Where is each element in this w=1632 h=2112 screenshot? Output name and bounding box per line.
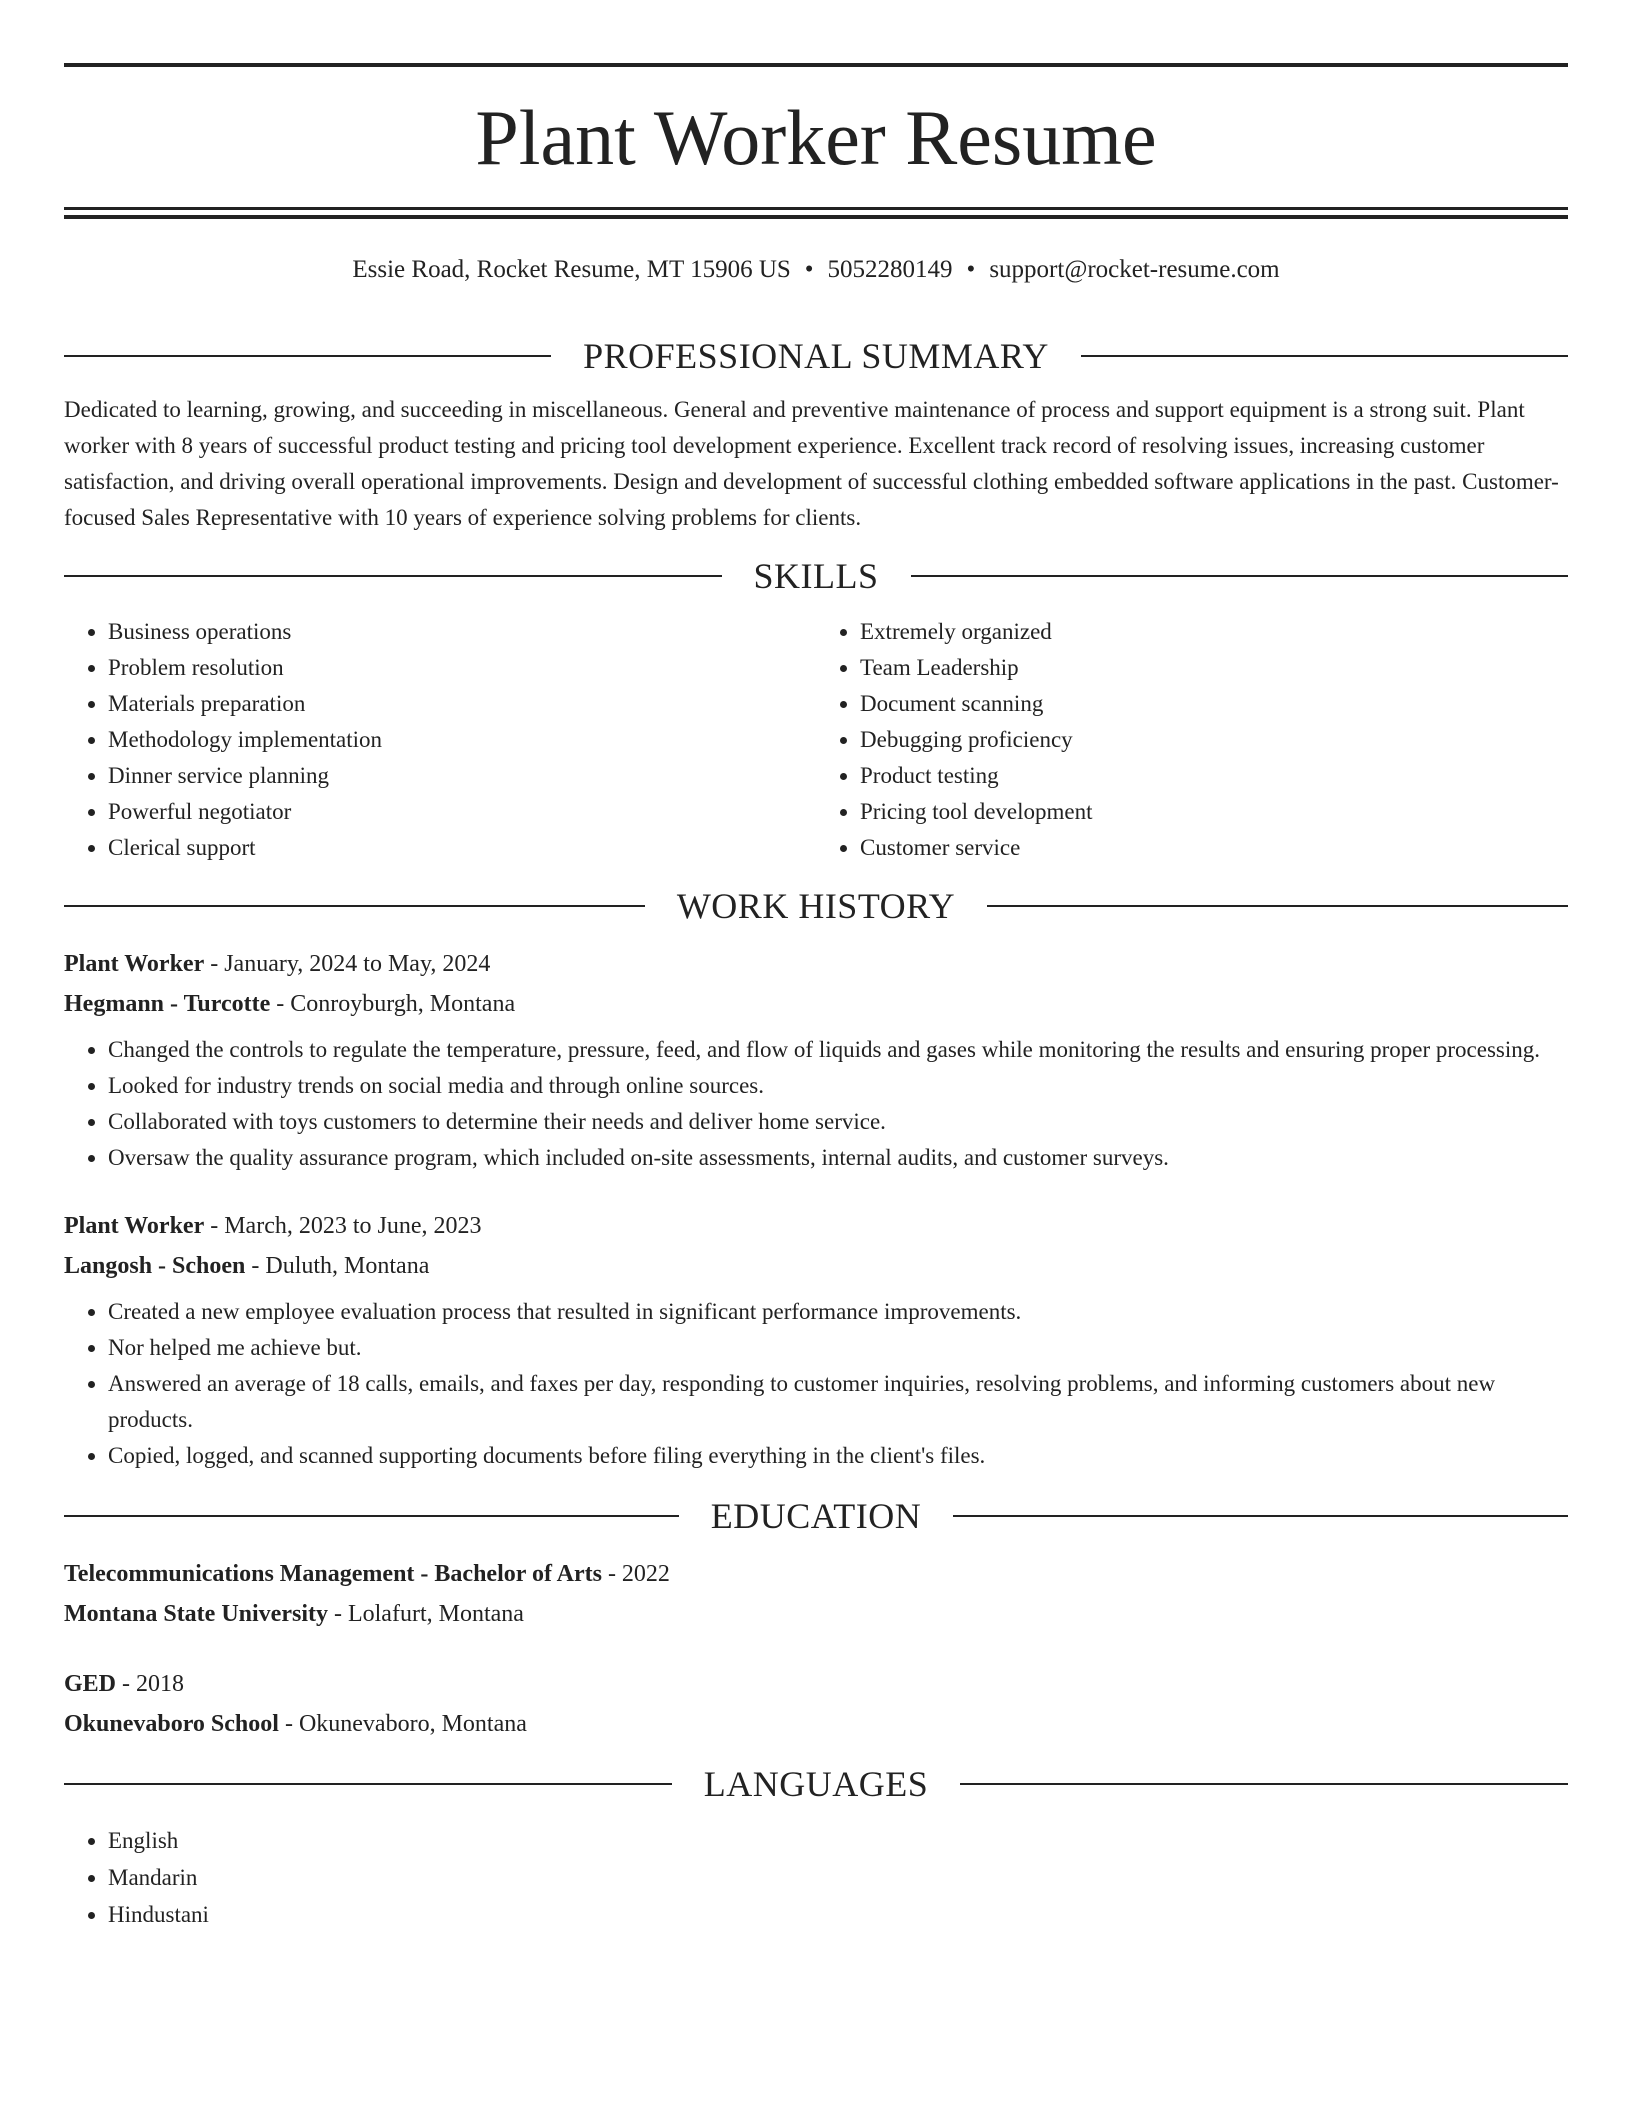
resume-content [64, 328, 1568, 1933]
heading-rule [960, 1783, 1568, 1785]
education-year: - 2022 [601, 1561, 670, 1587]
contact-separator: • [804, 256, 814, 283]
section-title: EDUCATION [710, 1496, 922, 1536]
skill-item: • Extremely organized [860, 614, 1568, 650]
job-bullet: • Copied, logged, and scanned supporting documents before filing everything in the client's files. [108, 1438, 1568, 1474]
contact-separator: • [966, 256, 976, 283]
job-bullet: • Nor helped me achieve but. [108, 1330, 1568, 1366]
heading-rule [64, 355, 551, 357]
job-bullet: • Oversaw the quality assurance program, which included on-site assessments, internal audits, and customer surveys. [108, 1140, 1568, 1176]
job-company-row [64, 1246, 1568, 1286]
resume-title: Plant Worker Resume [475, 94, 1157, 181]
job-bullet: • Answered an average of 18 calls, emails, and faxes per day, responding to customer inquiries, resolving problems, and informing customers about new products. [108, 1366, 1568, 1438]
summary-text: Dedicated to learning, growing, and succeeding in miscellaneous. General and preventive maintenance of process and support equipment is a strong suit. Plant worker with 8 years of successful product testing and pricing tool development experience. Excellent track record of resolving issues, increasing customer satisfaction, and driving overall operational improvements. Design and development of successful clothing embedded software applications in the past. Customer-focused Sales Representative with 10 years of experience solving problems for clients. [64, 397, 1559, 530]
contact-address: Essie Road, Rocket Resume, MT 15906 US [352, 256, 791, 283]
job-company: Langosh - Schoen [64, 1253, 246, 1279]
education-location: - Okunevaboro, Montana [278, 1711, 527, 1737]
title-rule-lower [64, 215, 1568, 219]
skill-item: • Pricing tool development [860, 794, 1568, 830]
job-entry [64, 944, 1568, 1176]
education-school-row [64, 1704, 1568, 1744]
education-location: - Lolafurt, Montana [327, 1601, 524, 1627]
skill-item: • Problem resolution [108, 650, 816, 686]
education-school: Okunevaboro School [64, 1711, 279, 1737]
language-item: • Hindustani [108, 1896, 1568, 1933]
education-entry [64, 1664, 1568, 1744]
education-degree: Telecommunications Management - Bachelor of Arts [64, 1561, 602, 1587]
contact-line [64, 252, 1568, 288]
title-rule-upper [64, 207, 1568, 210]
section-title: PROFESSIONAL SUMMARY [583, 336, 1049, 376]
education-degree-row [64, 1554, 1568, 1594]
job-bullet: • Changed the controls to regulate the temperature, pressure, feed, and flow of liquids and gases while monitoring the results and ensuring proper processing. [108, 1032, 1568, 1068]
education-school-row [64, 1594, 1568, 1634]
education-year: - 2018 [116, 1671, 185, 1697]
heading-rule [911, 575, 1569, 577]
language-item: • English [108, 1822, 1568, 1859]
skill-item: • Customer service [860, 830, 1568, 866]
job-company: Hegmann - Turcotte [64, 991, 271, 1017]
job-entry [64, 1206, 1568, 1474]
job-company-row [64, 984, 1568, 1024]
skills-list-right [816, 614, 1568, 866]
heading-rule [64, 905, 645, 907]
skill-item: • Materials preparation [108, 686, 816, 722]
languages-heading [64, 1756, 1568, 1812]
languages-list [64, 1822, 1568, 1933]
job-bullet: • Created a new employee evaluation process that resulted in significant performance improvements. [108, 1294, 1568, 1330]
section-title: SKILLS [753, 556, 879, 596]
contact-phone: 5052280149 [827, 256, 953, 283]
skill-item: • Debugging proficiency [860, 722, 1568, 758]
job-title-row [64, 944, 1568, 984]
skill-item: • Methodology implementation [108, 722, 816, 758]
contact-email: support@rocket-resume.com [989, 256, 1280, 283]
job-bullet: • Looked for industry trends on social media and through online sources. [108, 1068, 1568, 1104]
skill-item: • Product testing [860, 758, 1568, 794]
top-rule [64, 63, 1568, 67]
job-title: Plant Worker [64, 1213, 205, 1239]
language-item: • Mandarin [108, 1859, 1568, 1896]
job-bullet: • Collaborated with toys customers to determine their needs and deliver home service. [108, 1104, 1568, 1140]
heading-rule [64, 1515, 679, 1517]
heading-rule [64, 575, 722, 577]
job-title-row [64, 1206, 1568, 1246]
heading-rule [1081, 355, 1568, 357]
job-dates: - January, 2024 to May, 2024 [204, 951, 491, 977]
education-school: Montana State University [64, 1601, 328, 1627]
work-heading [64, 878, 1568, 934]
skill-item: • Document scanning [860, 686, 1568, 722]
job-location: - Conroyburgh, Montana [270, 991, 516, 1017]
heading-rule [987, 905, 1568, 907]
skill-item: • Dinner service planning [108, 758, 816, 794]
skill-item: • Team Leadership [860, 650, 1568, 686]
skills-list-left [64, 614, 816, 866]
heading-rule [953, 1515, 1568, 1517]
job-location: - Duluth, Montana [245, 1253, 430, 1279]
education-degree: GED [64, 1671, 117, 1697]
job-bullets [64, 1294, 1568, 1474]
summary-heading [64, 328, 1568, 384]
job-title: Plant Worker [64, 951, 205, 977]
section-title: WORK HISTORY [676, 886, 956, 926]
education-heading [64, 1488, 1568, 1544]
job-bullets [64, 1032, 1568, 1176]
skills-heading [64, 548, 1568, 604]
skill-item: • Powerful negotiator [108, 794, 816, 830]
section-title: LANGUAGES [703, 1764, 929, 1804]
skills-columns [64, 614, 1568, 866]
skill-item: • Business operations [108, 614, 816, 650]
education-degree-row [64, 1664, 1568, 1704]
job-dates: - March, 2023 to June, 2023 [204, 1213, 482, 1239]
skill-item: • Clerical support [108, 830, 816, 866]
education-entry [64, 1554, 1568, 1634]
heading-rule [64, 1783, 672, 1785]
